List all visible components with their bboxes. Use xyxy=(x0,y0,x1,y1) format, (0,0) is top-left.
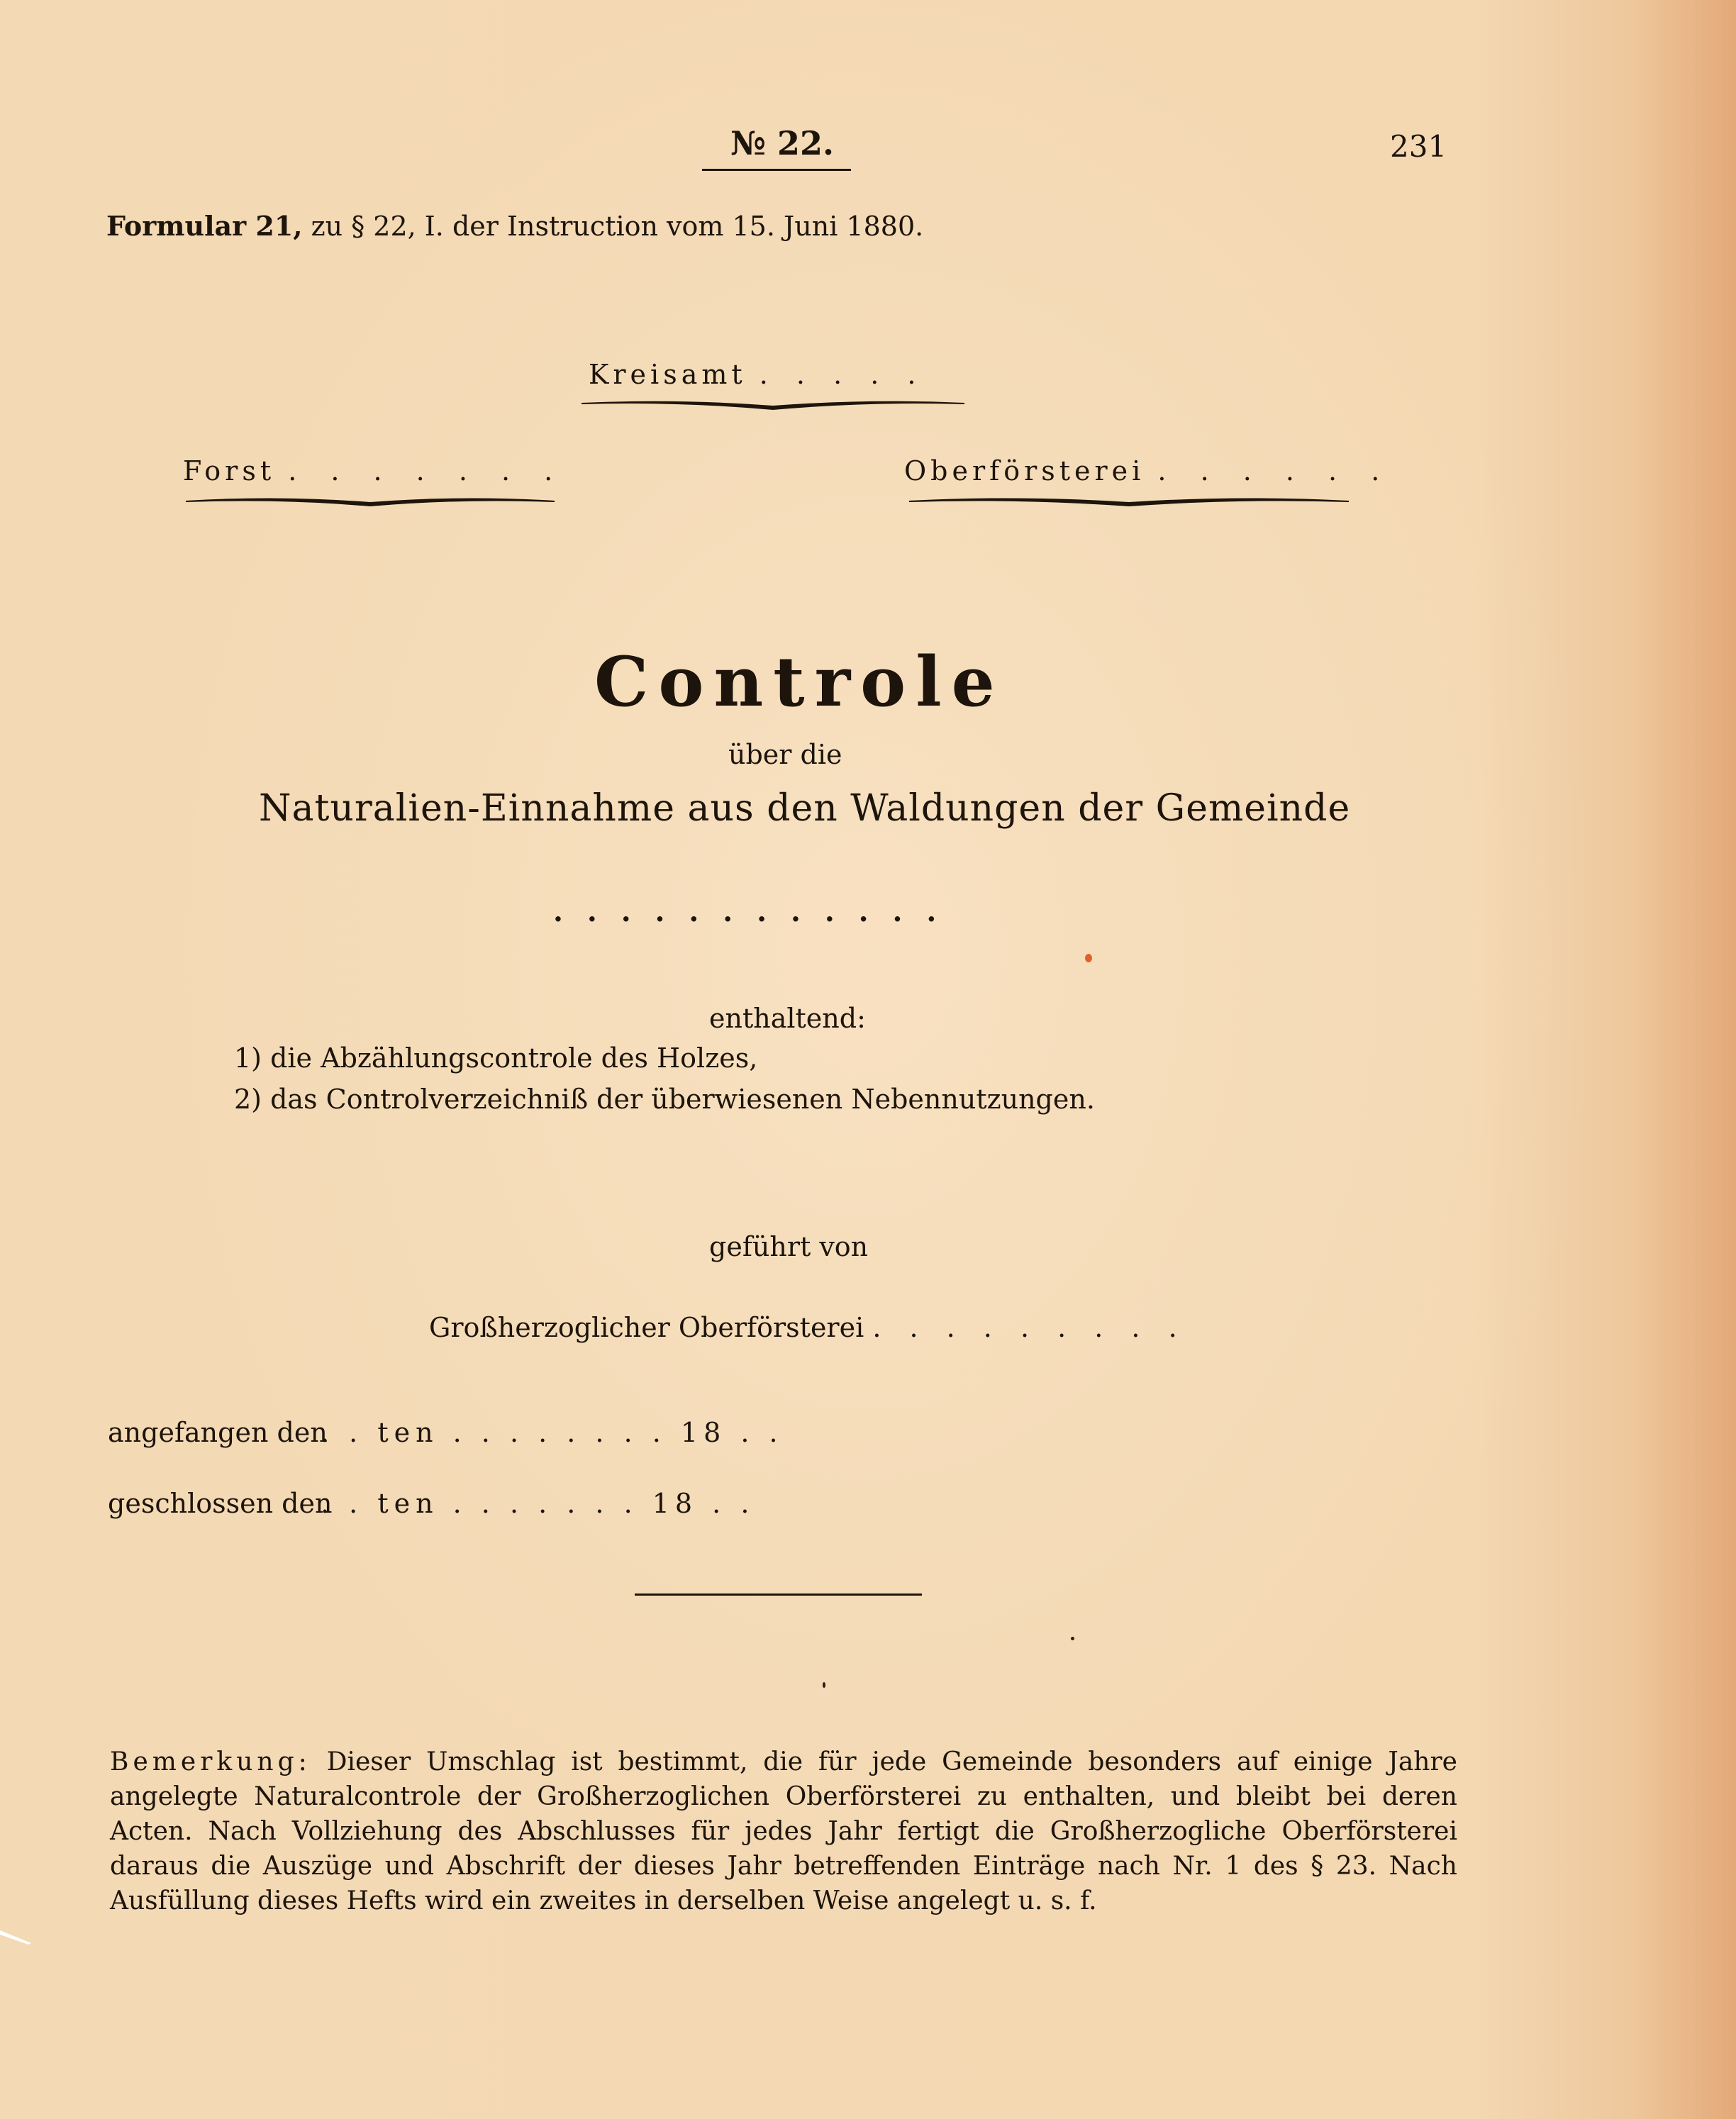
number-underline xyxy=(702,169,851,171)
document-number: № 22. xyxy=(730,124,835,162)
led-by-label: geführt von xyxy=(709,1231,869,1262)
main-title: Controle xyxy=(594,642,1005,722)
page-number: 231 xyxy=(1390,129,1447,164)
contents-item-1: 1) die Abzählungscontrole des Holzes, xyxy=(234,1042,758,1074)
remark-text: Dieser Umschlag ist bestimmt, die für jede Gemeinde besonders auf einige Jahre angelegte Naturalcontrole der Großherzoglichen Oberförsterei zu enthalten, und bleibt bei deren Acten. Nach Vollziehung des Abschlusses für jedes Jahr fertigt die Großherzogliche Oberförsterei daraus die Auszüge und Abschrift der dieses Jahr betreffenden Einträge nach Nr. 1 des § 23. Nach Ausfüllung dieses Hefts wird ein zweites in derselben Weise angelegt u. s. f. xyxy=(110,1747,1457,1915)
remark-label: Bemerkung: xyxy=(110,1747,311,1776)
forst-label: Forst xyxy=(183,455,276,486)
gemeinde-dots: . . . . . . . . . . . . xyxy=(553,895,944,928)
oberfoersterei-label: Oberförsterei xyxy=(904,455,1145,486)
subtitle-naturalien: Naturalien-Einnahme aus den Waldungen der Gemeinde xyxy=(259,787,1351,830)
contents-item-2: 2) das Controlverzeichniß der überwiesenen Nebennutzungen. xyxy=(234,1084,1095,1115)
office-label: Großherzoglicher Oberförsterei xyxy=(429,1312,864,1343)
section-divider xyxy=(635,1594,922,1596)
office-line xyxy=(429,1312,1187,1343)
forst-dots: . . . . . . . xyxy=(288,455,566,486)
scan-speck xyxy=(1071,1637,1074,1640)
formular-label: Formular 21, xyxy=(106,210,303,242)
started-line: . . ten . . . . . . . . 18 . . xyxy=(321,1417,784,1448)
kreisamt-ornament xyxy=(582,396,964,417)
kreisamt-label: Kreisamt xyxy=(589,359,747,390)
closed-label: geschlossen den xyxy=(108,1488,333,1519)
formular-reference: zu § 22, I. der Instruction vom 15. Juni 1880. xyxy=(311,211,924,242)
remark-paragraph xyxy=(110,1745,1457,1918)
oberfoersterei-field xyxy=(904,455,1392,486)
oberfoersterei-dots: . . . . . . xyxy=(1157,455,1393,486)
contents-heading: enthaltend: xyxy=(709,1003,866,1034)
kreisamt-dots: . . . . . xyxy=(759,359,926,390)
scan-speck xyxy=(1085,954,1092,962)
oberfoersterei-ornament xyxy=(909,492,1349,513)
kreisamt-field xyxy=(589,359,925,390)
formular-line xyxy=(106,210,923,242)
scan-speck xyxy=(823,1682,825,1688)
scan-edge-mark xyxy=(0,1928,35,1946)
office-dots: . . . . . . . . . xyxy=(872,1312,1187,1343)
forst-ornament xyxy=(186,492,555,513)
started-label: angefangen den xyxy=(108,1417,328,1448)
closed-line: . . ten . . . . . . . 18 . . xyxy=(321,1488,755,1519)
forst-field xyxy=(183,455,565,486)
subtitle-ueber-die: über die xyxy=(728,739,842,770)
